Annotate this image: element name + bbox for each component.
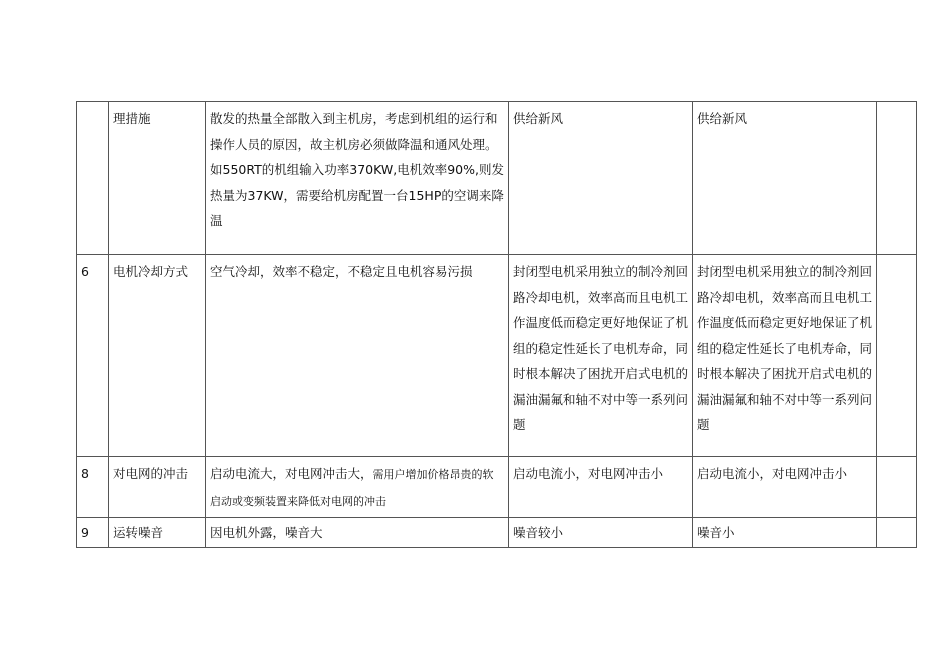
item-name: 运转噪音 — [109, 518, 206, 548]
option-b-description: 供给新风 — [509, 102, 693, 255]
extra-cell — [877, 518, 917, 548]
table-row — [77, 102, 917, 255]
table-row — [77, 255, 917, 457]
extra-cell — [877, 457, 917, 518]
extra-cell — [877, 102, 917, 255]
row-number: 8 — [77, 457, 109, 518]
option-c-description: 启动电流小，对电网冲击小 — [693, 457, 877, 518]
traditional-description: 散发的热量全部散入到主机房，考虑到机组的运行和操作人员的原因，故主机房必须做降温和通风处理。如550RT的机组输入功率370KW,电机效率90%,则发热量为37KW，需要给机房配置一台15HP的空调来降温 — [206, 102, 509, 255]
option-c-description: 噪音小 — [693, 518, 877, 548]
option-b-description: 封闭型电机采用独立的制冷剂回路冷却电机，效率高而且电机工作温度低而稳定更好地保证了机组的稳定性延长了电机寿命，同时根本解决了困扰开启式电机的漏油漏氟和轴不对中等一系列问题 — [509, 255, 693, 457]
option-c-description: 供给新风 — [693, 102, 877, 255]
row-number — [77, 102, 109, 255]
row-number: 6 — [77, 255, 109, 457]
item-name: 电机冷却方式 — [109, 255, 206, 457]
traditional-note-text: 需用户增加价格昂贵的软启动或变频装置来降低对电网的冲击 — [210, 468, 494, 508]
traditional-description: 空气冷却，效率不稳定，不稳定且电机容易污损 — [206, 255, 509, 457]
option-c-description: 封闭型电机采用独立的制冷剂回路冷却电机，效率高而且电机工作温度低而稳定更好地保证了机组的稳定性延长了电机寿命，同时根本解决了困扰开启式电机的漏油漏氟和轴不对中等一系列问题 — [693, 255, 877, 457]
extra-cell — [877, 255, 917, 457]
row-number: 9 — [77, 518, 109, 548]
traditional-description: 因电机外露，噪音大 — [206, 518, 509, 548]
item-name: 理措施 — [109, 102, 206, 255]
traditional-main-text: 启动电流大，对电网冲击大， — [210, 466, 373, 481]
item-name: 对电网的冲击 — [109, 457, 206, 518]
table-row — [77, 518, 917, 548]
traditional-description — [206, 457, 509, 518]
table-row — [77, 457, 917, 518]
comparison-table — [76, 101, 917, 548]
option-b-description: 噪音较小 — [509, 518, 693, 548]
option-b-description: 启动电流小，对电网冲击小 — [509, 457, 693, 518]
